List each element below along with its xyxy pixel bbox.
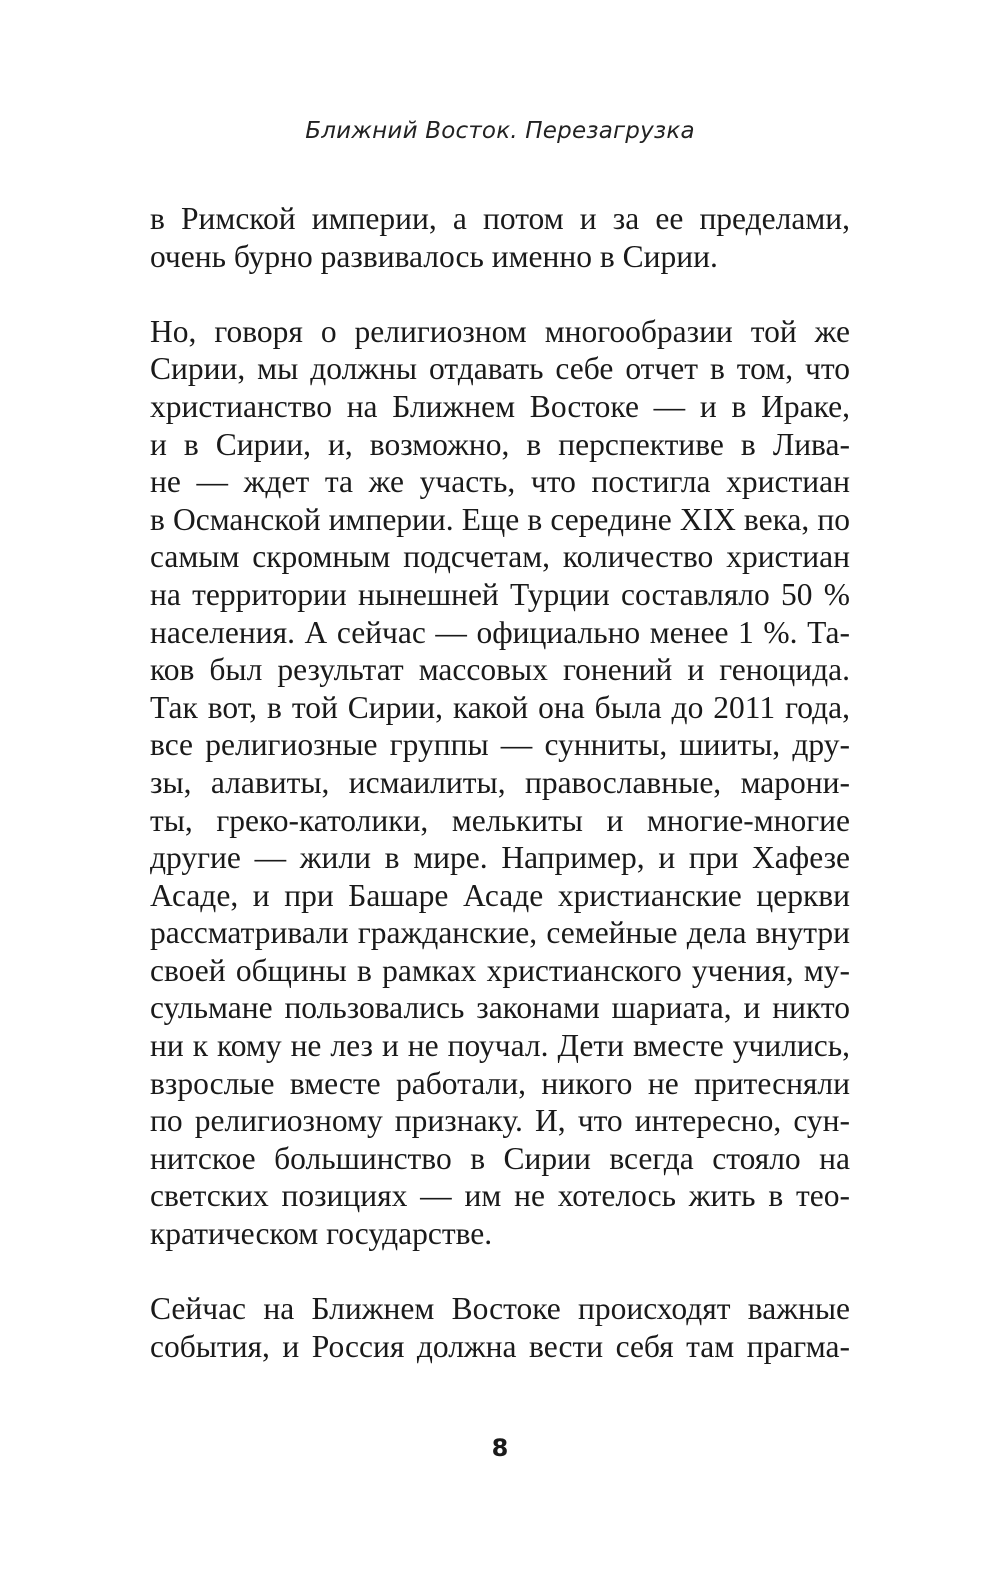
text-line: все религиозные группы — сунниты, шииты, дру- [150, 727, 850, 763]
text-line: светских позициях — им не хотелось жить в тео- [150, 1178, 850, 1214]
paragraph-2 [150, 313, 850, 1253]
text-line: не — ждет та же участь, что постигла христиан [150, 464, 850, 500]
text-line: на территории нынешней Турции составляло 50 % [150, 576, 850, 612]
text-line: рассматривали гражданские, семейные дела внутри [150, 915, 850, 951]
text-line: Асаде, и при Башаре Асаде христианские церкви [150, 877, 850, 913]
text-line: очень бурно развивалось именно в Сирии. [150, 238, 718, 274]
text-line: самым скромным подсчетам, количество христиан [150, 539, 850, 575]
text-line: Сейчас на Ближнем Востоке происходят важные [150, 1291, 850, 1327]
body-text [150, 200, 850, 1365]
text-line: Сирии, мы должны отдавать себе отчет в том, что [150, 351, 850, 387]
text-line: по религиозному признаку. И, что интересно, сун- [150, 1103, 850, 1139]
text-line: ни к кому не лез и не поучал. Дети вместе учились, [150, 1028, 850, 1064]
text-line: ков был результат массовых гонений и геноцида. [150, 652, 850, 688]
text-line: взрослые вместе работали, никого не притесняли [150, 1065, 850, 1101]
text-line: Но, говоря о религиозном многообразии той же [150, 313, 850, 349]
text-line: ты, греко-католики, мелькиты и многие-многие [150, 802, 850, 838]
page-number: 8 [491, 1434, 509, 1462]
text-line: христианство на Ближнем Востоке — и в Ираке, [150, 388, 850, 424]
text-line: населения. А сейчас — официально менее 1 %. Та- [150, 614, 850, 650]
text-line: своей общины в рамках христианского учения, му- [150, 952, 850, 988]
paragraph-gap [150, 1253, 850, 1291]
paragraph-3 [150, 1290, 850, 1365]
text-line: в Римской империи, а потом и за ее пределами, [150, 201, 850, 236]
text-line: события, и Россия должна вести себя там прагма- [150, 1328, 850, 1364]
text-line: Так вот, в той Сирии, какой она была до 2011 года, [150, 689, 850, 725]
paragraph-1 [150, 200, 850, 275]
paragraph-gap [150, 275, 850, 313]
text-line: зы, алавиты, исмаилиты, православные, марони- [150, 764, 850, 800]
text-line: нитское большинство в Сирии всегда стояло на [150, 1140, 850, 1176]
running-head: Ближний Восток. Перезагрузка [305, 118, 695, 144]
text-line: кратическом государстве. [150, 1216, 493, 1252]
text-line: другие — жили в мире. Например, и при Хафезе [150, 840, 850, 876]
text-line: сульмане пользовались законами шариата, и никто [150, 990, 850, 1026]
text-line: и в Сирии, и, возможно, в перспективе в Лива- [150, 426, 850, 462]
text-line: в Османской империи. Еще в середине XIX века, по [150, 501, 850, 537]
